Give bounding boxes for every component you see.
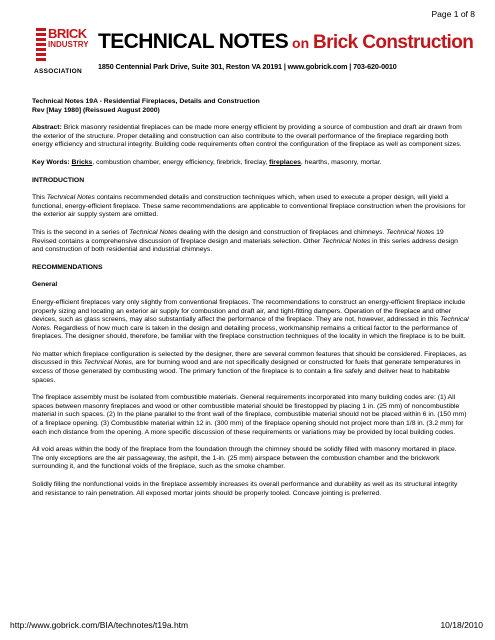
- general-paragraph-4: All void areas within the body of the fireplace from the foundation through the chimney should be solidly filled with masonry mortared in place. The only exceptions are the air passageway, the ashpit, the 1-in. (25 mm) airspace between the combustion chamber and the brickwork surrounding it, and the functional voids of the fireplace, such as the smoke chamber.: [32, 446, 457, 471]
- banner-title-sub: Brick Construction: [313, 32, 474, 53]
- banner-title: [98, 30, 473, 54]
- logo-brick-text: BRICK: [48, 26, 87, 41]
- document-title: [32, 98, 470, 115]
- intro-p2-text-d: in this series address design and construction of both residential and industrial chimneys.: [32, 237, 458, 254]
- keywords-paragraph: [32, 159, 470, 168]
- logo-stripes-icon: [36, 28, 46, 62]
- banner-title-on: on: [288, 35, 314, 51]
- logo-association-text: ASSOCIATION: [34, 68, 82, 75]
- gen-p1-text-a: Energy-efficient fireplaces vary only slightly from conventional fireplaces. The recommendations to construct an energy-efficient fireplace include properly sizing and locating an exterior air supply for combustion and draft air, and tight-fitting dampers. Operation of the fireplace and other devices, such as glass screens, may also substantially affect the performance of the fireplace. They are not, however, addressed in this: [32, 298, 466, 324]
- gen-p2-text-a: No matter which fireplace configuration is selected by the designer, there are several common features that should be considered. Fireplaces, as discussed in this: [32, 350, 467, 367]
- keywords-middle: , combustion chamber, energy efficiency, firebrick, fireclay,: [92, 158, 270, 166]
- gen-p2-text-b: are for burning wood and are not specifically designed or constructed for fuels that generate temperatures in excess of those generated by combusting wood. The primary function of the fireplace is to contain a fire safely and deliver heat to habitable spaces.: [32, 359, 461, 384]
- heading-recommendations: RECOMMENDATIONS: [32, 263, 103, 271]
- intro-p2-text-a: This is the second in a series of: [32, 228, 130, 236]
- intro-p2-emphasis-2: Technical Notes: [386, 228, 435, 236]
- heading-introduction: INTRODUCTION: [32, 176, 85, 184]
- general-paragraph-1: [32, 299, 470, 342]
- document-title-line1: Technical Notes 19A - Residential Fireplaces, Details and Construction: [32, 98, 260, 105]
- intro-p2-emphasis-1: Technical Notes: [129, 228, 178, 236]
- page-number: Page 1 of 8: [431, 9, 475, 19]
- banner-title-main: TECHNICAL NOTES: [98, 30, 289, 53]
- footer-url: http://www.gobrick.com/BIA/technotes/t19a.htm: [10, 620, 189, 630]
- intro-p1-text-a: This: [32, 194, 47, 202]
- footer-date: 10/18/2010: [440, 620, 483, 630]
- abstract-text: Brick masonry residential fireplaces can be made more energy efficient by providing a source of combustion and draft air drawn from the exterior of the structure. Proper detailing and construction can also contribute to the overall performance of the fireplace regarding both energy efficiency and structural integrity. Building code requirements often control the configuration of the fireplace as well as component sizes.: [32, 124, 462, 149]
- logo-industry-text: INDUSTRY: [48, 40, 89, 49]
- intro-paragraph-1: [32, 194, 470, 220]
- intro-p2-text-c: 19 Revised contains a comprehensive discussion of fireplace design and materials selection. Other: [32, 228, 444, 245]
- abstract-paragraph: [32, 124, 470, 150]
- keywords-label: Key Words:: [32, 158, 70, 166]
- keyword-link-bricks[interactable]: Bricks: [71, 158, 93, 166]
- general-paragraph-3: The fireplace assembly must be isolated from combustible materials. General requirements incorporated into many building codes are: (1) All spaces between masonry fireplaces and wood or other combustible material should be firestopped by placing 1 in. (25 mm) of noncombustible material in such spaces. (2) In the plane parallel to the front wall of the fireplace, combustible material should not be placed within 6 in. (150 mm) of a fireplace opening. (3) Combustible material within 12 in. (300 mm) of the fireplace opening should not project more than 1/8 in. (3.2 mm) for each inch distance from the opening. A more specific discussion of these requirements or variations may be provided by local building codes.: [32, 394, 467, 436]
- gen-p1-text-b: . Regardless of how much care is taken in the design and detailing process, workmanship remains a critical factor to the performance of fireplaces. The designer should, therefore, be familiar with the fireplace construction techniques of the locality in which the fireplace is to be built.: [32, 324, 466, 341]
- general-paragraph-5: Solidly filling the nonfunctional voids in the fireplace assembly increases its overall performance and durability as well as its structural integrity and resistance to rain penetration. All exposed mortar joints should be properly tooled. Concave jointing is preferred.: [32, 481, 458, 497]
- document-title-line2: Rev [May 1980] (Reissued August 2000): [32, 106, 160, 114]
- keywords-end: , hearths, masonry, mortar.: [300, 158, 382, 166]
- document-body: [32, 98, 470, 507]
- heading-general: General: [32, 281, 58, 289]
- gen-p1-emphasis: Technical Notes: [32, 316, 469, 332]
- intro-p2-text-b: dealing with the design and construction of fireplaces and chimneys.: [177, 228, 387, 236]
- header-banner: [34, 24, 474, 82]
- keyword-link-fireplaces[interactable]: fireplaces: [269, 158, 301, 166]
- intro-p1-emphasis: Technical Notes: [46, 194, 95, 202]
- banner-address: 1850 Centennial Park Drive, Suite 301, Reston VA 20191 | www.gobrick.com | 703-620-0010: [98, 62, 397, 71]
- intro-paragraph-2: [32, 229, 470, 255]
- intro-p1-text-b: contains recommended details and construction techniques which, when used to execute a proper design, will yield a functional, energy-efficient fireplace. These same recommendations are applicable to conventional fireplace construction when the provisions for the exterior air supply system are omitted.: [32, 194, 466, 219]
- intro-p2-emphasis-3: Technical Notes: [322, 237, 371, 245]
- gen-p2-emphasis: Technical Notes,: [83, 359, 134, 367]
- bia-logo: [34, 24, 94, 82]
- general-paragraph-2: [32, 351, 470, 385]
- abstract-label: Abstract:: [32, 124, 62, 132]
